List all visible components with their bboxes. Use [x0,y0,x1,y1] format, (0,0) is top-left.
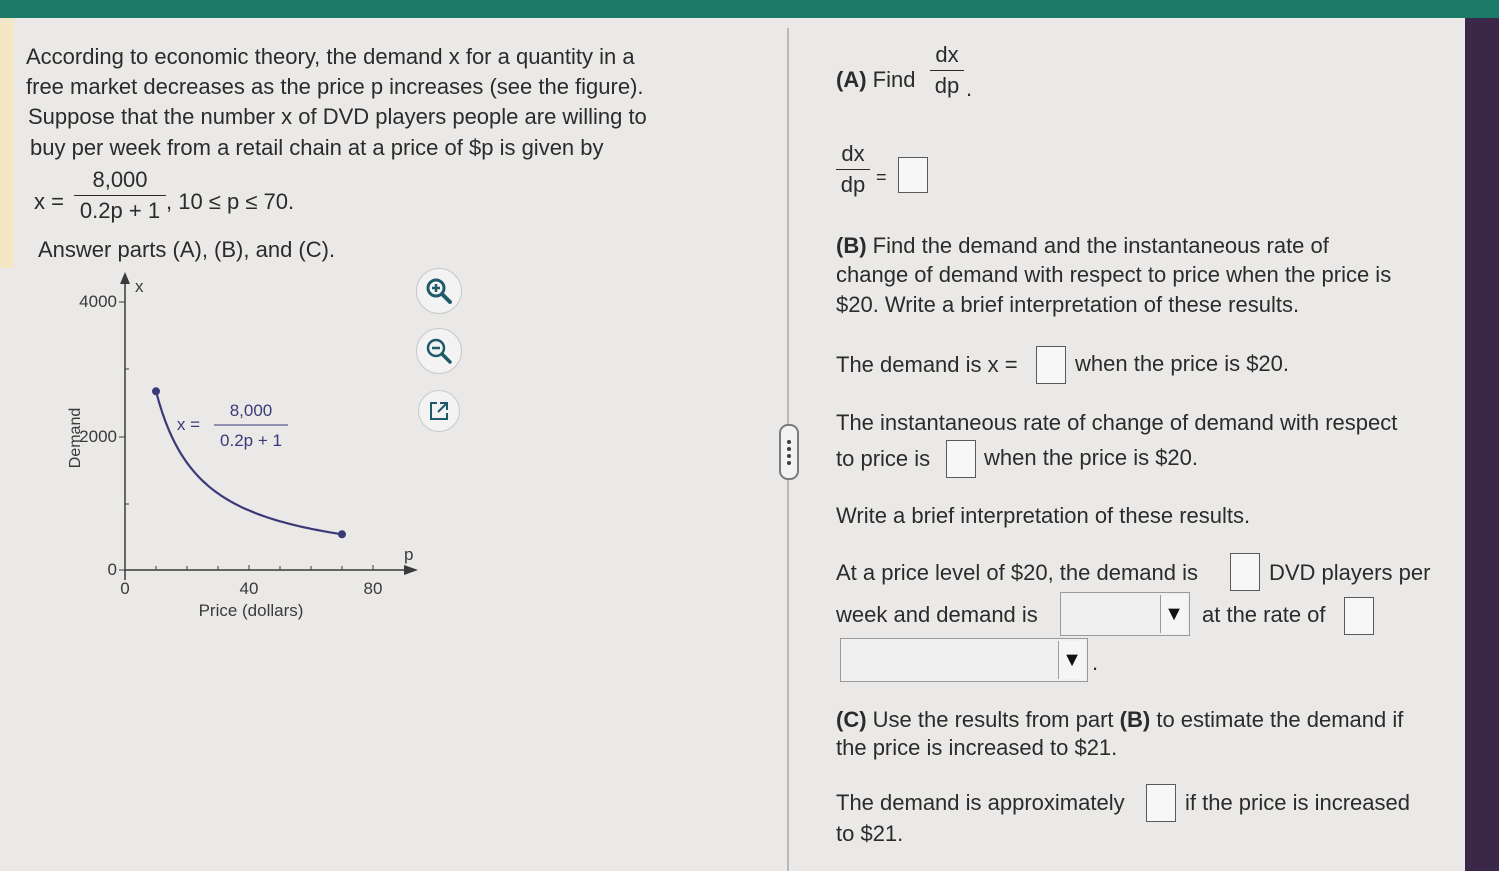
curve-label-lhs: x = [176,415,200,434]
demand-graph [44,270,434,630]
zoom-out-button[interactable] [416,328,462,374]
formula-lhs: x = [34,189,64,214]
part-c-line-2: the price is increased to $21. [836,735,1118,760]
part-a-answer-input[interactable] [898,157,928,193]
problem-line-4: buy per week from a retail chain at a price of $p is given by [30,135,604,160]
formula-fraction [74,167,166,224]
external-link-icon [427,399,451,423]
x-tick-80: 80 [363,579,383,598]
problem-panel [14,18,786,871]
part-b-line-3: $20. Write a brief interpretation of these results. [836,292,1300,317]
chevron-down-icon: ▼ [1058,641,1085,679]
curve-end-point [338,530,346,538]
zoom-out-icon [424,336,454,366]
demand-label: The demand is x = [836,352,1018,377]
part-c-answer-label: The demand is approximately [836,790,1125,815]
formula-denominator: 0.2p + 1 [79,198,161,223]
interpretation-line-1-suffix: DVD players per [1269,560,1431,585]
right-edge-background [1465,18,1499,871]
top-bar [0,0,1499,18]
x-tick-40: 40 [239,579,259,598]
problem-line-1: According to economic theory, the demand x for a quantity in a [26,44,635,69]
part-b-line-2: change of demand with respect to price when the price is [836,262,1392,287]
interpretation-prompt: Write a brief interpretation of these results. [836,503,1251,528]
x-axis-label: p [404,545,414,564]
curve-label-denominator: 0.2p + 1 [220,431,282,450]
interpretation-demand-input[interactable] [1230,553,1260,591]
interpretation-line-2: week and demand is [836,602,1038,627]
y-axis-label: x [135,277,144,296]
part-a-derivative: dx dp [930,42,964,99]
formula-domain: , 10 ≤ p ≤ 70. [166,189,295,214]
y-tick-0: 0 [107,560,117,579]
rate-suffix: when the price is $20. [984,445,1199,470]
part-b-line-1: (B) Find the demand and the instantaneous rate of [836,233,1329,258]
rate-unit-dropdown[interactable] [840,638,1088,682]
demand-input[interactable] [1036,346,1066,384]
part-c-line-1: (C) Use the results from part (B) to estimate the demand if [836,707,1404,732]
zoom-in-button[interactable] [416,268,462,314]
open-new-window-button[interactable] [418,390,460,432]
x-tick-0: 0 [120,579,130,598]
part-c-answer-suffix: if the price is increased [1185,790,1410,815]
curve-label-numerator: 8,000 [229,401,273,420]
formula-numerator: 8,000 [92,167,148,192]
left-accent-strip [0,18,14,268]
y-tick-2000: 2000 [79,427,117,446]
y-axis-title: Demand [67,407,84,469]
interpretation-line-1: At a price level of $20, the demand is [836,560,1198,585]
part-a-equals: = [876,167,887,187]
x-axis-title: Price (dollars) [198,601,304,620]
answer-panel: (A) Find dx dp . dx dp = (B) Find the demand and the instantaneous rate of change of demand with respect to price when the price is $20. Write a brief interpretation of these results. The demand is x = when the price is $20. The instantaneous rate of change of demand with respect to price is when the price is $20. Write a brief interpretation of these results. At a price level of $20, the demand is DVD players per week and demand is ▼ at the rate of ▼ . (C) Use the results from part (B) to estimate the demand if the price is increased to $21. The demand is approximately if the price is increased to $21. [790,18,1465,871]
y-tick-4000: 4000 [79,292,117,311]
part-a-answer-derivative: dx dp [836,141,870,198]
rate-label: to price is [836,446,931,471]
part-c-answer-line-2: to $21. [836,821,904,846]
rate-line-1: The instantaneous rate of change of demand with respect [836,410,1398,435]
problem-line-3: Suppose that the number x of DVD players people are willing to [28,104,647,129]
demand-suffix: when the price is $20. [1075,351,1290,376]
zoom-in-icon [424,276,454,306]
rate-input[interactable] [946,440,976,478]
part-c-answer-input[interactable] [1146,784,1176,822]
interpretation-rate-label: at the rate of [1202,602,1326,627]
demand-direction-dropdown[interactable] [1060,592,1190,636]
part-a-prompt: (A) Find [836,67,916,92]
problem-line-2: free market decreases as the price p increases (see the figure). [26,74,644,99]
interpretation-rate-input[interactable] [1344,597,1374,635]
answer-parts-text: Answer parts (A), (B), and (C). [38,237,336,262]
chevron-down-icon: ▼ [1160,595,1187,633]
curve-start-point [152,387,160,395]
